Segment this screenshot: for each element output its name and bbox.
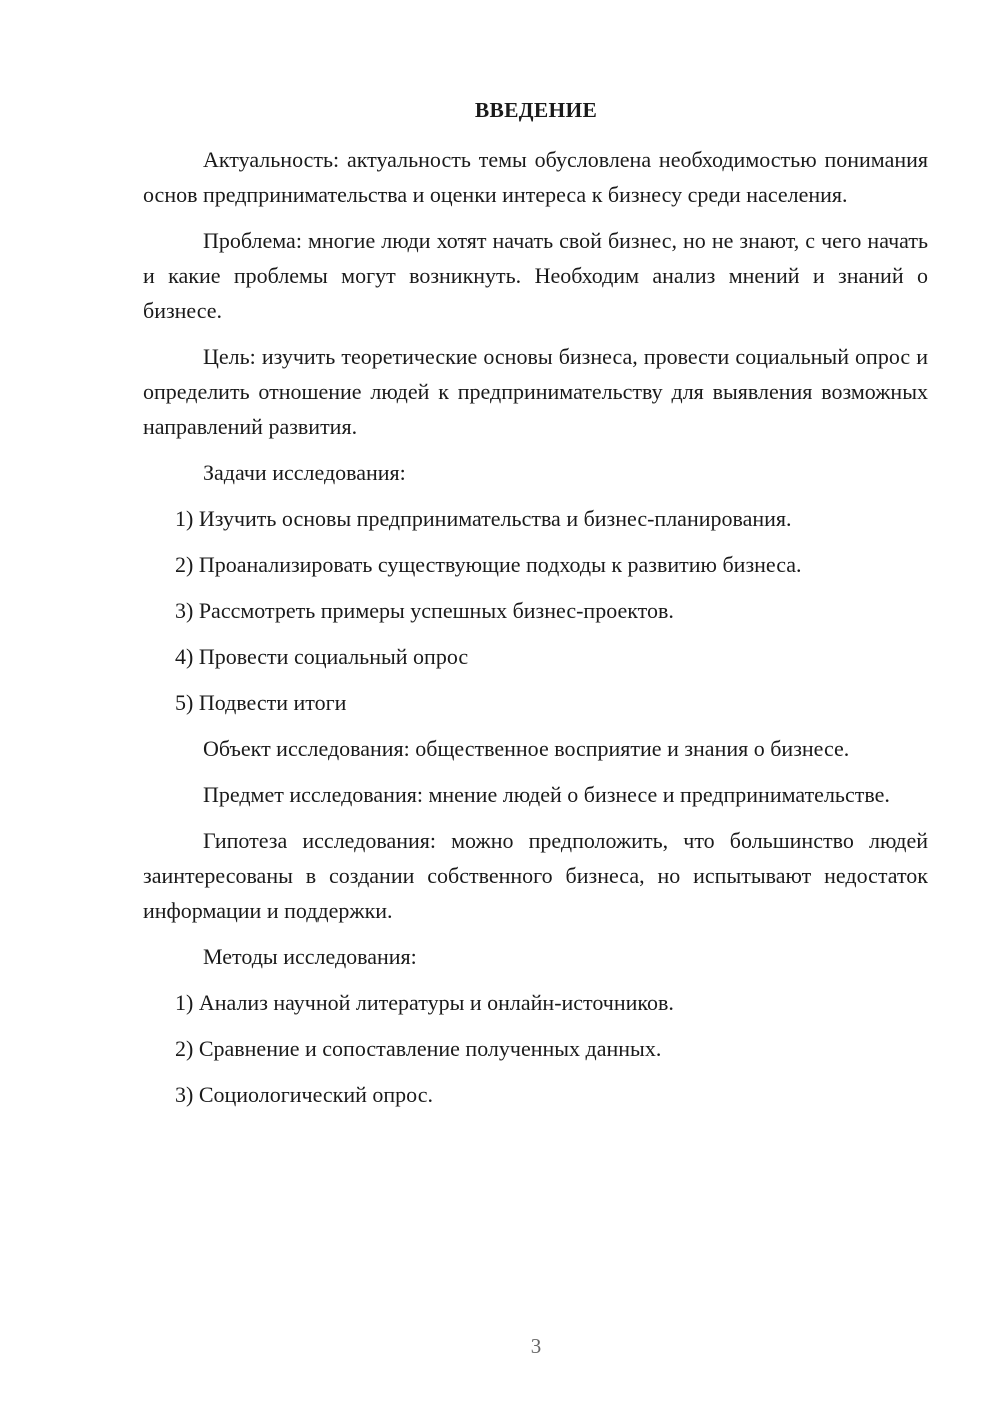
- method-item-3: 3) Социологический опрос.: [175, 1082, 433, 1107]
- goal-paragraph: Цель: изучить теоретические основы бизнеса, провести социальный опрос и определить отношение людей к предпринимательству для выявления возможных направлений развития.: [143, 344, 928, 439]
- methods-list: [143, 985, 928, 1112]
- task-item-2: 2) Проанализировать существующие подходы к развитию бизнеса.: [175, 552, 802, 577]
- methods-heading: Методы исследования:: [203, 944, 417, 969]
- method-item-2: 2) Сравнение и сопоставление полученных данных.: [175, 1036, 662, 1061]
- task-item-4: 4) Провести социальный опрос: [175, 644, 469, 669]
- hypothesis-paragraph: Гипотеза исследования: можно предположить, что большинство людей заинтересованы в создании собственного бизнеса, но испытывают недостаток информации и поддержки.: [143, 828, 928, 923]
- subject-paragraph: Предмет исследования: мнение людей о бизнесе и предпринимательстве.: [203, 782, 890, 807]
- tasks-heading: Задачи исследования:: [203, 460, 406, 485]
- task-item-5: 5) Подвести итоги: [175, 690, 347, 715]
- task-item-3: 3) Рассмотреть примеры успешных бизнес-проектов.: [175, 598, 674, 623]
- problem-paragraph: Проблема: многие люди хотят начать свой бизнес, но не знают, с чего начать и какие проблемы могут возникнуть. Необходим анализ мнений и знаний о бизнесе.: [143, 228, 928, 323]
- task-item-1: 1) Изучить основы предпринимательства и бизнес-планирования.: [175, 506, 792, 531]
- page-title: ВВЕДЕНИЕ: [474, 98, 598, 122]
- object-paragraph: Объект исследования: общественное восприятие и знания о бизнесе.: [203, 736, 850, 761]
- relevance-paragraph: Актуальность: актуальность темы обусловлена необходимостью понимания основ предпринимательства и оценки интереса к бизнесу среди населения.: [143, 147, 928, 207]
- document-body: [143, 142, 928, 1123]
- method-item-1: 1) Анализ научной литературы и онлайн-источников.: [175, 990, 674, 1015]
- page-number: 3: [530, 1334, 542, 1358]
- tasks-list: [143, 501, 928, 720]
